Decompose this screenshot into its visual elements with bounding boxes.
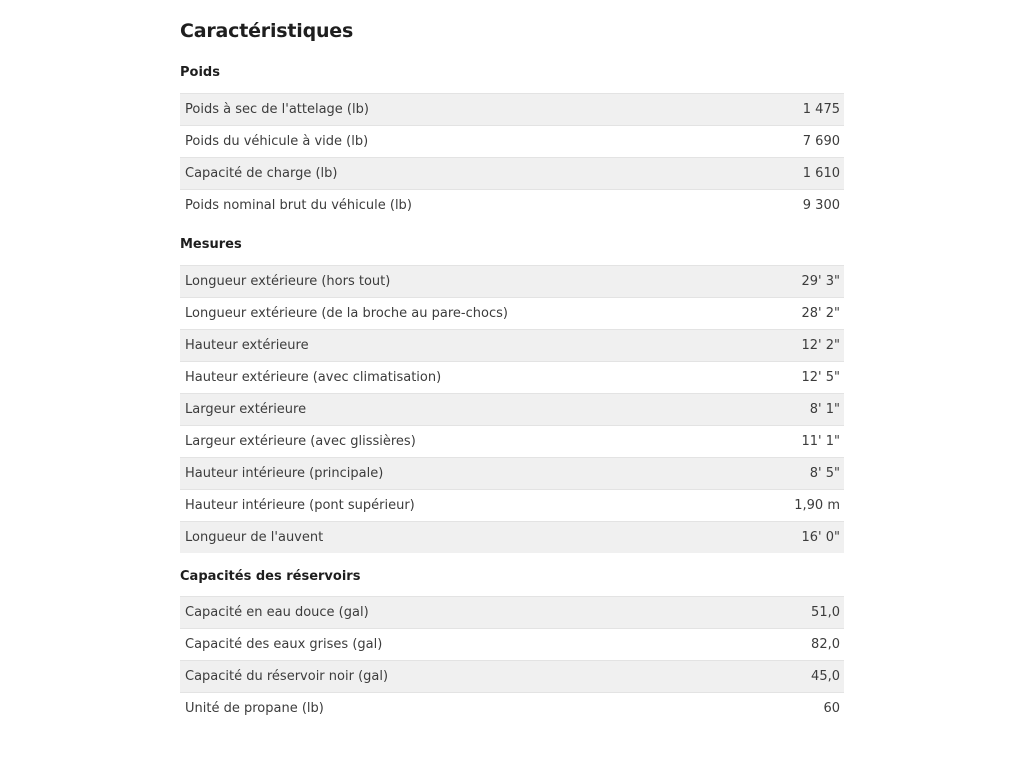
specifications-panel	[180, 0, 844, 725]
table-row	[180, 158, 844, 190]
table-row	[180, 126, 844, 158]
spec-label: Capacité en eau douce (gal)	[185, 605, 369, 620]
spec-label: Poids à sec de l'attelage (lb)	[185, 102, 369, 117]
spec-label: Hauteur extérieure (avec climatisation)	[185, 369, 442, 385]
section-title-mesures: Mesures	[180, 236, 242, 252]
spec-table-poids	[180, 93, 844, 222]
table-row	[180, 521, 844, 553]
spec-label: Unité de propane (lb)	[185, 701, 324, 717]
table-row	[180, 661, 844, 693]
table-row	[180, 190, 844, 222]
spec-label: Capacité des eaux grises (gal)	[185, 637, 383, 652]
spec-label: Longueur de l'auvent	[185, 529, 324, 545]
spec-label: Hauteur intérieure (principale)	[185, 465, 384, 481]
spec-value: 28' 2"	[801, 305, 840, 321]
spec-label: Longueur extérieure (hors tout)	[185, 273, 391, 289]
section-title-poids: Poids	[180, 65, 220, 80]
spec-value: 7 690	[802, 134, 840, 149]
spec-label: Hauteur intérieure (pont supérieur)	[185, 497, 415, 513]
spec-label: Hauteur extérieure	[185, 337, 309, 353]
spec-label: Capacité de charge (lb)	[185, 166, 338, 181]
spec-value: 1,90 m	[794, 497, 840, 513]
spec-value: 8' 1"	[809, 401, 840, 417]
spec-value: 51,0	[811, 605, 840, 620]
spec-value: 8' 5"	[809, 465, 840, 481]
table-row	[180, 425, 844, 457]
spec-label: Longueur extérieure (de la broche au pare-chocs)	[185, 305, 508, 321]
spec-table-mesures	[180, 265, 844, 554]
spec-label: Largeur extérieure	[185, 401, 307, 417]
section-title-reservoirs: Capacités des réservoirs	[180, 569, 361, 584]
table-row	[180, 629, 844, 661]
spec-value: 9 300	[802, 198, 840, 214]
spec-value: 82,0	[811, 637, 840, 652]
page-title: Caractéristiques	[180, 20, 354, 42]
table-row	[180, 94, 844, 126]
table-row	[180, 265, 844, 297]
spec-value: 45,0	[811, 669, 840, 684]
table-row	[180, 489, 844, 521]
table-row	[180, 693, 844, 725]
spec-value: 16' 0"	[801, 529, 840, 545]
spec-value: 12' 2"	[801, 337, 840, 353]
table-row	[180, 329, 844, 361]
spec-value: 11' 1"	[801, 433, 840, 449]
table-row	[180, 457, 844, 489]
spec-value: 12' 5"	[801, 369, 840, 385]
table-row	[180, 297, 844, 329]
spec-label: Poids du véhicule à vide (lb)	[185, 134, 369, 149]
spec-table-reservoirs	[180, 596, 844, 725]
spec-value: 1 475	[802, 102, 840, 117]
spec-label: Poids nominal brut du véhicule (lb)	[185, 198, 412, 214]
spec-value: 29' 3"	[801, 273, 840, 289]
table-row	[180, 597, 844, 629]
spec-value: 60	[823, 701, 840, 717]
spec-label: Largeur extérieure (avec glissières)	[185, 433, 416, 449]
table-row	[180, 393, 844, 425]
spec-value: 1 610	[802, 166, 840, 181]
table-row	[180, 361, 844, 393]
spec-label: Capacité du réservoir noir (gal)	[185, 669, 389, 684]
